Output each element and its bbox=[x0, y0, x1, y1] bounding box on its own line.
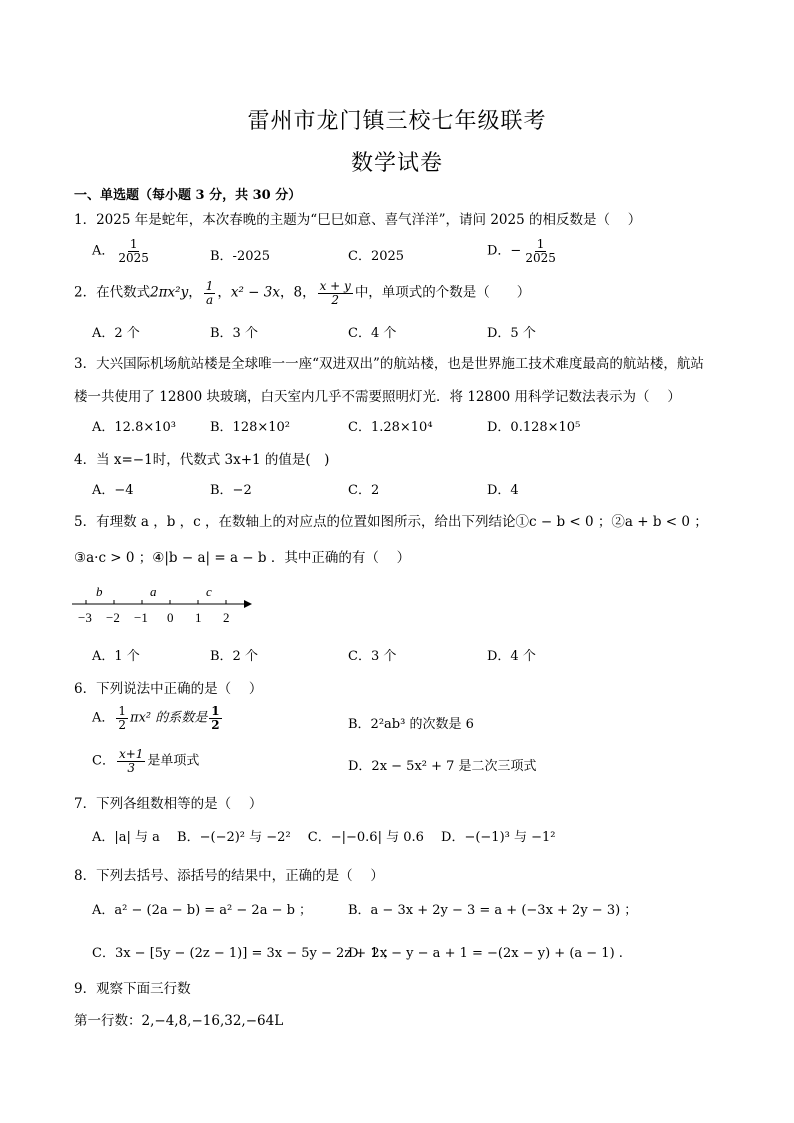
question-6-option-b: B．2²ab³ 的次数是 6 bbox=[348, 717, 474, 732]
question-6-option-d: D．2x − 5x² + 7 是二次三项式 bbox=[348, 759, 537, 774]
question-8-option-d: D．2x − y − a + 1 = −(2x − y) + (a − 1) . bbox=[348, 946, 623, 961]
question-3-option-c: C．1.28×10⁴ bbox=[348, 420, 433, 435]
question-3-option-a: A．12.8×10³ bbox=[92, 420, 176, 435]
question-7-stem: 7．下列各组数相等的是（ ） bbox=[74, 796, 263, 812]
number-line-arrow bbox=[244, 600, 252, 608]
tick-label: 1 bbox=[195, 610, 202, 625]
question-4-option-c: C．2 bbox=[348, 483, 380, 498]
question-3-line-2: 楼一共使用了 12800 块玻璃，白天室内几乎不需要照明灯光．将 12800 用科学记数法表示为（ ） bbox=[74, 389, 681, 405]
question-4-option-d: D．4 bbox=[487, 483, 519, 498]
question-1-option-d: D．− $\frac{1}{2025}$ bbox=[487, 237, 556, 265]
question-6-stem: 6．下列说法中正确的是（ ） bbox=[74, 681, 263, 697]
question-5-option-a: A．1 个 bbox=[92, 649, 140, 664]
question-5-line-1: 5．有理数 a ，b ，c ，在数轴上的对应点的位置如图所示，给出下列结论①c − b < 0 ；②a + b < 0 ； bbox=[74, 514, 708, 530]
question-5-line-2: ③a·c > 0 ；④|b − a| = a − b ．其中正确的有（ ） bbox=[74, 550, 411, 566]
tick-label: 2 bbox=[223, 610, 230, 625]
number-line-figure bbox=[70, 580, 270, 630]
question-8-stem: 8．下列去括号、添括号的结果中，正确的是（ ） bbox=[74, 868, 384, 884]
question-2-option-a: A．2 个 bbox=[92, 326, 140, 341]
question-2-option-d: D．5 个 bbox=[487, 326, 536, 341]
tick-label: −2 bbox=[106, 610, 120, 625]
question-2-option-b: B．3 个 bbox=[210, 326, 258, 341]
question-6-option-c: C． $\frac{x+1}{3}$ 是单项式 bbox=[92, 747, 200, 775]
tick-label: −3 bbox=[78, 610, 92, 625]
question-8-option-a: A．a² − (2a − b) = a² − 2a − b ； bbox=[92, 903, 313, 918]
question-8-option-c: C．3x − [5y − (2z − 1)] = 3x − 5y − 2z + 1 ； bbox=[92, 946, 396, 961]
question-7-options: A．|a| 与 a B．−(−2)² 与 −2² C．−|−0.6| 与 0.6 D．−(−1)³ 与 −1² bbox=[92, 830, 556, 845]
tick-label: 0 bbox=[167, 610, 174, 625]
question-2-option-c: C．4 个 bbox=[348, 326, 397, 341]
question-3-line-1: 3．大兴国际机场航站楼是全球唯一一座“双进双出”的航站楼，也是世界施工技术难度最高的航站楼，航站 bbox=[74, 356, 704, 372]
question-8-option-b: B．a − 3x + 2y − 3 = a + (−3x + 2y − 3) ； bbox=[348, 903, 638, 918]
question-5-option-c: C．3 个 bbox=[348, 649, 397, 664]
point-label-a: a bbox=[150, 584, 157, 599]
question-1-option-a: A． $\frac{1}{2025}$ bbox=[92, 237, 149, 265]
question-4-option-a: A．−4 bbox=[92, 483, 134, 498]
question-9-row-1: 第一行数：2,−4,8,−16,32,−64L bbox=[74, 1013, 284, 1029]
section-heading: 一、单选题（每小题 3 分，共 30 分） bbox=[74, 188, 302, 203]
question-3-option-d: D．0.128×10⁵ bbox=[487, 420, 581, 435]
question-1-stem: 1．2025 年是蛇年，本次春晚的主题为“巳巳如意、喜气洋洋”，请问 2025 的相反数是（ ） bbox=[74, 212, 642, 228]
question-5-option-b: B．2 个 bbox=[210, 649, 258, 664]
page-subtitle: 数学试卷 bbox=[350, 151, 443, 176]
tick-label: −1 bbox=[134, 610, 148, 625]
question-1-option-b: B．-2025 bbox=[210, 249, 271, 264]
question-6-option-a: A． $\frac{1}{2}$ πx² 的系数是 $\frac{1}{2}$ bbox=[92, 704, 220, 732]
point-label-c: c bbox=[206, 584, 212, 599]
question-2-stem: 2．在代数式2πx²y， $\frac{1}{a}$ ，x² − 3x，8， $\frac{x + y}{2}$ 中，单项式的个数是（ ） bbox=[74, 279, 531, 307]
point-label-b: b bbox=[96, 584, 103, 599]
question-5-option-d: D．4 个 bbox=[487, 649, 536, 664]
question-9-stem: 9．观察下面三行数 bbox=[74, 981, 191, 997]
page-title: 雷州市龙门镇三校七年级联考 bbox=[247, 109, 547, 134]
question-4-stem: 4．当 x=−1时，代数式 3x+1 的值是( ) bbox=[74, 452, 330, 468]
question-4-option-b: B．−2 bbox=[210, 483, 252, 498]
question-1-option-c: C．2025 bbox=[348, 249, 405, 264]
question-3-option-b: B．128×10² bbox=[210, 420, 291, 435]
